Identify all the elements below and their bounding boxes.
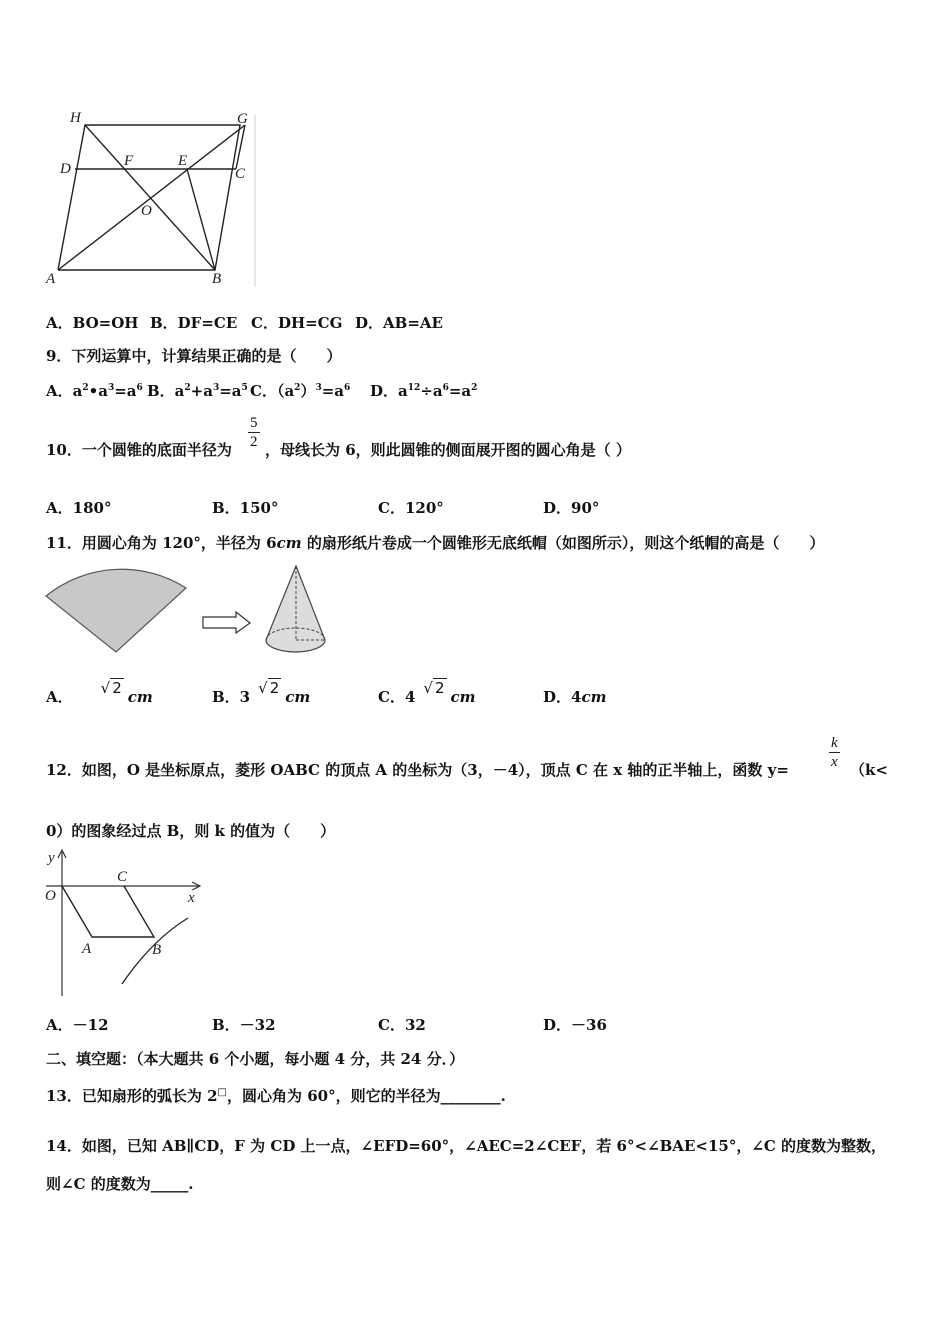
q9-option-a[interactable]: A．$a^2•a^3=a^6$	[46, 382, 143, 400]
q11-option-c[interactable]: C．4 √ 2 cm	[378, 679, 476, 706]
figure-q11-sector-to-cone	[44, 560, 344, 670]
rhombus-oabc	[62, 886, 154, 937]
label-a: A	[82, 941, 92, 957]
label-f: F	[124, 153, 134, 169]
label-a: A	[46, 271, 56, 287]
q9-option-b[interactable]: B．$a^2+a^3=a^5$	[147, 382, 248, 400]
q11-option-b[interactable]: B．3 √ 2 cm	[212, 679, 311, 706]
q12-stem-a: 12．如图，O 是坐标原点，菱形 OABC 的顶点 A 的坐标为（3，－4），顶点 C 在 x 轴的正半轴上，函数 y=	[46, 761, 789, 779]
label-y: y	[48, 850, 55, 866]
q14-stem-line1: 14．如图，已知 AB∥CD，F 为 CD 上一点，∠EFD=60°，∠AEC=2∠CEF，若 6°<∠BAE<15°，∠C 的度数为整数，	[46, 1137, 887, 1155]
q11-stem: 11．用圆心角为 120°，半径为 6cm 的扇形纸片卷成一个圆锥形无底纸帽（如图所示），则这个纸帽的高是（ ）	[46, 534, 825, 552]
q12-frac-den: x	[831, 754, 838, 770]
q10-option-a[interactable]: A．180°	[46, 499, 112, 517]
q12-option-c[interactable]: C．32	[378, 1016, 426, 1034]
missing-glyph-box: □	[217, 1087, 227, 1098]
q9-stem: 9．下列运算中，计算结果正确的是（ ）	[46, 347, 342, 365]
sector-shape	[46, 569, 186, 652]
label-b: B	[152, 942, 162, 958]
q14-stem-line2: 则∠C 的度数为_____.	[46, 1175, 194, 1193]
q10-stem-suffix: ，母线长为 6，则此圆锥的侧面展开图的圆心角是（ ）	[265, 441, 631, 459]
figure-q8-parallelogram	[40, 105, 270, 295]
q12-stem-c: 0）的图象经过点 B，则 k 的值为（ ）	[46, 822, 336, 840]
label-o: O	[45, 888, 56, 904]
segment-ag	[58, 125, 245, 270]
q8-option-c[interactable]: C．DH=CG	[251, 314, 343, 332]
label-g: G	[237, 111, 248, 127]
label-d: D	[60, 161, 71, 177]
figure-q12-rhombus	[42, 848, 212, 998]
q8-option-b[interactable]: B．DF=CE	[150, 314, 238, 332]
label-b: B	[212, 271, 222, 287]
q9-option-c[interactable]: C．$(a^2)^3=a^6$	[250, 382, 351, 400]
q10-option-c[interactable]: C．120°	[378, 499, 444, 517]
q13-stem: 13．已知扇形的弧长为 2□，圆心角为 60°，则它的半径为________.	[46, 1087, 506, 1105]
arrow-shape	[203, 612, 250, 633]
label-x: x	[188, 890, 195, 906]
q10-frac-den: 2	[250, 434, 258, 450]
q12-fraction	[829, 734, 840, 771]
q10-option-b[interactable]: B．150°	[212, 499, 279, 517]
label-h: H	[70, 110, 81, 126]
q12-frac-num: k	[831, 735, 838, 751]
q12-option-b[interactable]: B．－32	[212, 1016, 276, 1034]
q12-option-d[interactable]: D．－36	[543, 1016, 607, 1034]
label-c: C	[235, 166, 246, 182]
label-o: O	[141, 203, 152, 219]
section-2-title: 二、填空题：（本大题共 6 个小题，每小题 4 分，共 24 分．）	[46, 1050, 465, 1068]
label-e: E	[178, 153, 188, 169]
q10-fraction	[248, 414, 260, 451]
q11-option-a[interactable]: A． √ 2 cm	[46, 679, 153, 706]
q12-option-a[interactable]: A．－12	[46, 1016, 109, 1034]
label-c: C	[117, 869, 128, 885]
q11-option-d[interactable]: D．4cm	[543, 688, 607, 706]
q8-option-a[interactable]: A．BO=OH	[46, 314, 139, 332]
q10-frac-num: 5	[250, 415, 258, 431]
q8-option-d[interactable]: D．AB=AE	[355, 314, 443, 332]
q10-option-d[interactable]: D．90°	[543, 499, 600, 517]
q10-stem-prefix: 10．一个圆锥的底面半径为	[46, 441, 232, 459]
q12-stem-b: （k<	[850, 761, 888, 779]
q9-option-d[interactable]: D．$a^{12}\div a^6=a^2$	[370, 382, 478, 400]
